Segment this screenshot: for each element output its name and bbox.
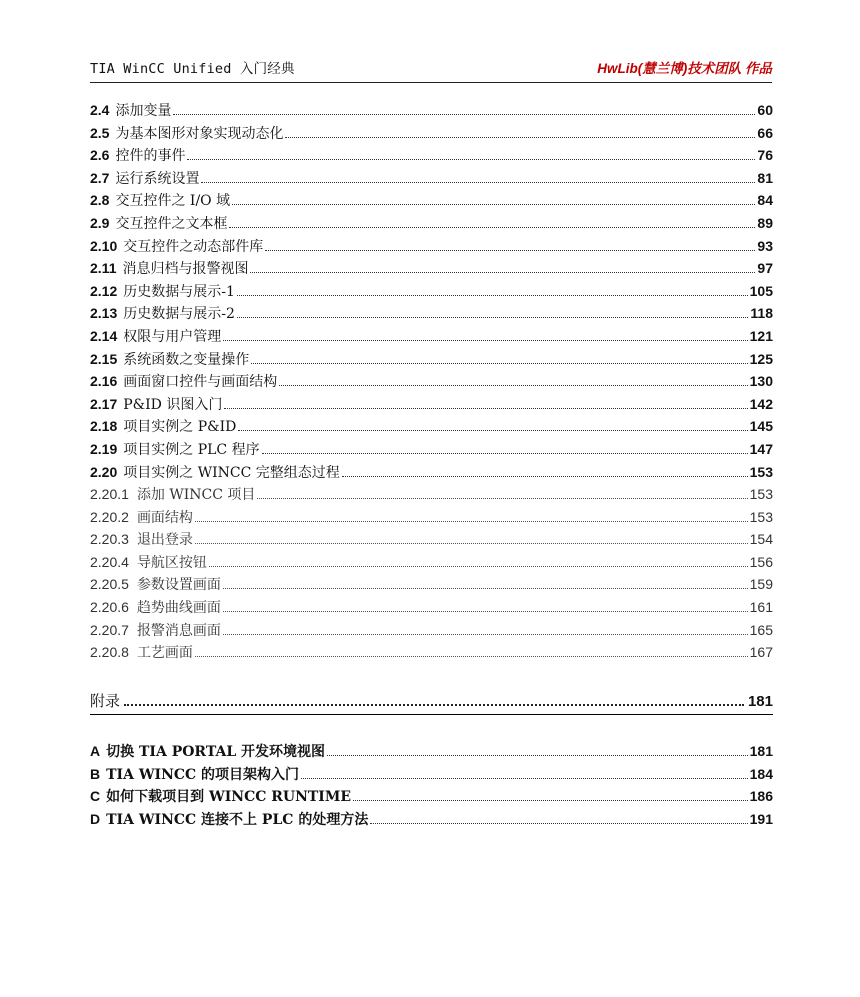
toc-number: 2.4 <box>90 102 110 118</box>
toc-number: 2.7 <box>90 169 110 186</box>
toc-entry[interactable] <box>90 281 773 304</box>
toc-title: 如何下载项目到 WINCC RUNTIME <box>106 789 352 806</box>
toc-entry[interactable] <box>90 303 773 326</box>
toc-page: 84 <box>757 192 773 209</box>
toc-title: 工艺画面 <box>136 645 193 662</box>
leader-dots <box>250 272 755 273</box>
toc-number: 2.19 <box>90 440 118 457</box>
toc-number: 2.6 <box>90 147 110 164</box>
toc-number: 2.15 <box>90 350 118 367</box>
toc-entry[interactable] <box>90 416 773 439</box>
toc-number: 2.10 <box>90 237 118 254</box>
leader-dots <box>237 317 749 318</box>
toc-number: 2.20.7 <box>90 621 129 638</box>
toc-entry[interactable] <box>90 371 773 394</box>
toc-entry[interactable] <box>90 168 773 191</box>
toc-subentry[interactable] <box>90 597 773 620</box>
leader-dots <box>265 250 755 251</box>
toc-title: 添加变量 <box>115 103 172 119</box>
toc-number: 2.20.8 <box>90 644 129 661</box>
toc-number: B <box>90 765 101 782</box>
appendix-title: 附录 <box>90 692 121 710</box>
toc-page: 167 <box>749 644 773 661</box>
leader-dots <box>229 227 755 228</box>
leader-dots <box>327 755 748 756</box>
toc-number: 2.8 <box>90 192 110 209</box>
appendix-entry[interactable] <box>90 764 773 787</box>
toc-title: 退出登录 <box>136 532 193 549</box>
toc-title: 消息归档与报警视图 <box>122 261 249 278</box>
leader-dots <box>279 385 747 386</box>
leader-dots <box>370 823 747 824</box>
toc-title: TIA WINCC 连接不上 PLC 的处理方法 <box>106 811 369 828</box>
leader-dots <box>209 566 748 567</box>
leader-dots <box>353 800 748 801</box>
toc-title: 参数设置画面 <box>136 577 221 594</box>
toc-title: TIA WINCC 的项目架构入门 <box>106 766 300 783</box>
toc-entry[interactable] <box>90 258 773 281</box>
toc-number: 2.13 <box>90 305 118 322</box>
leader-dots <box>224 408 747 409</box>
toc-title: 项目实例之 P&ID <box>123 419 237 436</box>
toc-page: 153 <box>749 508 773 525</box>
leader-dots <box>251 363 747 364</box>
toc-title: 历史数据与展示-1 <box>123 283 235 300</box>
leader-dots <box>201 182 755 183</box>
leader-dots <box>262 453 748 454</box>
toc-title: 导航区按钮 <box>136 554 207 571</box>
leader-dots <box>173 114 755 115</box>
toc-number: 2.20 <box>90 463 118 480</box>
appendix-entry[interactable] <box>90 786 773 809</box>
toc-entry[interactable] <box>90 145 773 168</box>
toc-number: 2.11 <box>90 260 117 277</box>
toc-entry[interactable] <box>90 236 773 259</box>
leader-dots <box>342 476 748 477</box>
leader-dots <box>257 498 747 499</box>
toc-entry[interactable] <box>90 100 773 123</box>
toc-page: 125 <box>749 350 773 367</box>
appendix-entry[interactable] <box>90 809 773 832</box>
toc-entry[interactable] <box>90 439 773 462</box>
toc-subentry[interactable] <box>90 642 773 665</box>
toc-title: 历史数据与展示-2 <box>123 306 235 323</box>
toc-entry[interactable] <box>90 394 773 417</box>
leader-dots <box>195 543 748 544</box>
header-book-title: TIA WinCC Unified 入门经典 <box>90 61 295 77</box>
toc-subentry[interactable] <box>90 507 773 530</box>
toc-entry[interactable] <box>90 326 773 349</box>
toc-title: 画面窗口控件与画面结构 <box>123 374 278 391</box>
toc-title: 项目实例之 WINCC 完整组态过程 <box>123 464 340 481</box>
toc-entry[interactable] <box>90 462 773 485</box>
toc-number: A <box>90 743 101 759</box>
toc-entry[interactable] <box>90 123 773 146</box>
appendix-page: 181 <box>747 693 773 710</box>
toc-page: 81 <box>757 169 773 186</box>
leader-dots <box>124 704 744 706</box>
toc-entry[interactable] <box>90 213 773 236</box>
page-header <box>90 60 772 83</box>
toc-page: 66 <box>757 124 773 141</box>
leader-dots <box>301 778 748 779</box>
toc-number: 2.20.4 <box>90 553 129 570</box>
toc-page: 184 <box>749 765 773 782</box>
toc-page: 118 <box>750 305 773 322</box>
toc-page: 142 <box>749 395 773 412</box>
leader-dots <box>223 340 747 341</box>
toc-title: 项目实例之 PLC 程序 <box>123 441 260 458</box>
toc-page: 191 <box>749 810 773 827</box>
toc-page: 76 <box>757 147 773 164</box>
toc-number: 2.5 <box>90 124 110 141</box>
toc-page: 147 <box>749 440 773 457</box>
toc-title: 添加 WINCC 项目 <box>136 487 256 504</box>
toc-page: 130 <box>749 373 773 390</box>
toc-subentry[interactable] <box>90 484 773 507</box>
leader-dots <box>223 611 748 612</box>
toc-page: 159 <box>749 576 773 593</box>
toc-page: 153 <box>749 486 773 503</box>
toc-title: 画面结构 <box>136 509 193 526</box>
toc-page: 186 <box>749 788 773 805</box>
toc-number: 2.20.3 <box>90 531 129 548</box>
toc-subentry[interactable] <box>90 620 773 643</box>
toc-number: 2.17 <box>90 395 118 412</box>
toc-page: 161 <box>749 599 773 616</box>
toc-title: 运行系统设置 <box>115 170 200 187</box>
toc-number: 2.16 <box>90 373 118 390</box>
toc-page: 97 <box>757 260 773 277</box>
toc-entry[interactable] <box>90 349 773 372</box>
toc-entry[interactable] <box>90 190 773 213</box>
toc-title: 交互控件之 I/O 域 <box>115 193 231 210</box>
toc-page: 165 <box>749 621 773 638</box>
appendix-entry[interactable] <box>90 741 773 764</box>
toc-appendix-heading[interactable] <box>90 690 773 715</box>
toc-title: 为基本图形对象实现动态化 <box>115 125 284 142</box>
leader-dots <box>285 137 755 138</box>
leader-dots <box>238 430 747 431</box>
toc-page: 156 <box>749 553 773 570</box>
toc-subentry[interactable] <box>90 529 773 552</box>
toc-page: 60 <box>757 102 773 118</box>
toc-page: 145 <box>749 418 773 435</box>
toc-main <box>90 100 773 665</box>
leader-dots <box>223 588 748 589</box>
leader-dots <box>223 634 748 635</box>
toc-number: 2.9 <box>90 214 110 231</box>
toc-number: C <box>90 788 101 805</box>
leader-dots <box>195 521 748 522</box>
toc-page: 93 <box>757 237 773 254</box>
toc-title: 权限与用户管理 <box>123 328 222 345</box>
toc-page: 154 <box>749 531 773 548</box>
leader-dots <box>232 204 755 205</box>
toc-title: 趋势曲线画面 <box>136 600 221 617</box>
toc-number: 2.18 <box>90 418 118 435</box>
toc-number: D <box>90 810 101 827</box>
toc-title: P&ID 识图入门 <box>123 396 223 413</box>
leader-dots <box>195 656 748 657</box>
toc-appendix-list <box>90 741 773 831</box>
toc-number: 2.20.6 <box>90 599 129 616</box>
toc-number: 2.12 <box>90 282 118 299</box>
toc-subentry[interactable] <box>90 574 773 597</box>
toc-number: 2.14 <box>90 327 118 344</box>
toc-title: 交互控件之文本框 <box>115 215 228 232</box>
toc-number: 2.20.1 <box>90 486 129 503</box>
toc-number: 2.20.2 <box>90 508 129 525</box>
leader-dots <box>237 295 748 296</box>
toc-subentry[interactable] <box>90 552 773 575</box>
toc-page: 121 <box>749 327 773 344</box>
toc-page: 105 <box>749 282 773 299</box>
toc-title: 交互控件之动态部件库 <box>123 238 264 255</box>
header-author: HwLib(慧兰博)技术团队 作品 <box>597 61 772 76</box>
toc-title: 报警消息画面 <box>136 622 221 639</box>
toc-number: 2.20.5 <box>90 576 129 593</box>
toc-page: 181 <box>749 743 773 759</box>
toc-page: 89 <box>757 214 773 231</box>
toc-title: 控件的事件 <box>115 148 186 165</box>
toc-title: 系统函数之变量操作 <box>123 351 250 368</box>
toc-page: 153 <box>749 463 773 480</box>
leader-dots <box>187 159 755 160</box>
toc-title: 切换 TIA PORTAL 开发环境视图 <box>106 744 326 760</box>
